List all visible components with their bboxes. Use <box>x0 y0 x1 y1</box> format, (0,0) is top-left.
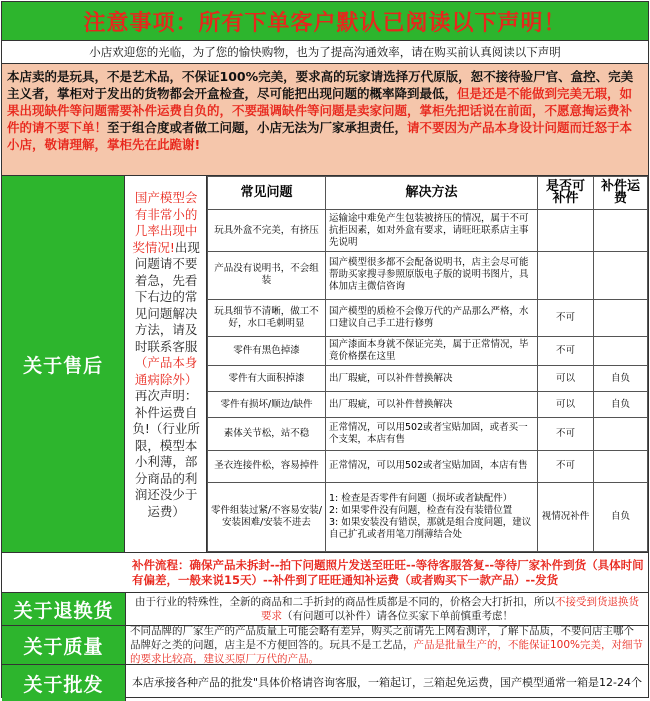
faq-shipping-cell: 自负 <box>594 366 648 392</box>
faq-row <box>208 210 648 252</box>
return-text2: （有问题可以补件）请各位买家下单前慎重考虑！ <box>282 610 513 622</box>
faq-replaceable-cell: 视情况补件 <box>538 482 594 551</box>
faq-solution-cell: 国产模型很多都不会配备说明书，店主会尽可能帮助买家搜寻参照原版电子版的说明书图片，具体加店主微信咨询 <box>326 252 538 299</box>
process-block <box>2 553 648 593</box>
faq-problem-cell: 玩具外盒不完美，有挤压 <box>208 210 326 252</box>
wholesale-text: 本店承接各种产品的批发"具体价格请咨询客服，一箱起订，三箱起免运费，国产模型通常一箱是12-24个 <box>131 676 643 689</box>
faq-replaceable-cell: 不可 <box>538 299 594 337</box>
faq-shipping-cell: 自负 <box>594 482 648 551</box>
notice-part4: 请不要因为产品本身设计问题而迁怒于本小店，敬请理解，掌柜先在此跪谢! <box>7 120 633 152</box>
side-note-text: 出现问题请不要着急，先看下右边的常见问题解决方法，请及时联系客服 <box>134 239 200 354</box>
faq-solution-cell: 国产模型的质检不会像万代的产品那么严格，水口建议自己手工进行修剪 <box>326 299 538 337</box>
wholesale-label: 关于批发 <box>2 665 126 701</box>
return-text-red: 不接受到货退换货要求 <box>261 596 639 622</box>
header-replaceable: 是否可补件 <box>538 177 594 210</box>
faq-row <box>208 299 648 337</box>
return-label: 关于退换货 <box>2 593 126 625</box>
quality-section <box>2 626 648 665</box>
notice-part2: 但是还是不能做到完美无瑕，如果出现缺件等问题需要补件运费自负的，不要强调缺件等问题是卖家问题，掌柜先把话说在前面，不愿意掏运费补件的请不要下单！ <box>7 86 633 135</box>
quality-label: 关于质量 <box>2 626 126 664</box>
return-content <box>126 593 648 625</box>
faq-shipping-cell <box>594 418 648 450</box>
return-section <box>2 593 648 626</box>
faq-problem-cell: 玩具细节不清晰，做工不好，水口毛刺明显 <box>208 299 326 337</box>
header-problem: 常见问题 <box>208 177 326 210</box>
wholesale-content <box>126 665 648 701</box>
faq-problem-cell: 零件有黑色掉漆 <box>208 337 326 366</box>
side-note-red2: （产品本身通病除外） <box>134 355 198 387</box>
process-label: 补件流程： <box>132 557 190 572</box>
faq-replaceable-cell: 不可 <box>538 418 594 450</box>
notice-part3: 至于组合度或者做工问题，小店无法为厂家承担责任， <box>107 120 408 135</box>
quality-content <box>126 626 648 664</box>
faq-row <box>208 366 648 392</box>
faq-shipping-cell <box>594 337 648 366</box>
faq-solution-cell: 出厂瑕疵，可以补件替换解决 <box>326 392 538 418</box>
faq-problem-cell: 零件有大面积掉漆 <box>208 366 326 392</box>
faq-body <box>208 210 648 552</box>
side-note-text2: 再次声明：补件运费自负!（行业所限，模型本小利薄，部分商品的利润还没少于运费） <box>132 388 200 519</box>
page <box>1 1 649 698</box>
after-sale-section <box>2 176 648 553</box>
faq-replaceable-cell <box>538 252 594 299</box>
faq-solution-cell: 正常情况，可以用502或者宝贴加固，或者买一个支架，本店有售 <box>326 418 538 450</box>
faq-replaceable-cell <box>538 210 594 252</box>
notice-block <box>2 64 648 176</box>
faq-table <box>207 176 648 552</box>
faq-solution-cell: 国产漆面本身就不保证完美，属于正常情况，毕竟价格摆在这里 <box>326 337 538 366</box>
faq-problem-cell: 素体关节松，站不稳 <box>208 418 326 450</box>
faq-row <box>208 450 648 482</box>
after-sale-side-note <box>125 176 207 552</box>
notice-part1: 本店卖的是玩具，不是艺术品，不保证100%完美，要求高的玩家请选择万代原版，恕不接待验尸官、盒控、完美主义者，掌柜对于发出的货物都会开盒检查，尽可能把出现问题的概率降到最低， <box>7 69 634 101</box>
faq-solution-cell: 1: 检查是否零件有问题（损坏或者缺配件） 2: 如果零件没有问题，检查有没有装错位置 3: 如果安装没有错误，那就是组合度问题，建议自己扩孔或者用笔刀削薄结合处 <box>326 482 538 551</box>
faq-row <box>208 392 648 418</box>
process-text: 确保产品未拆封--拍下问题照片发送至旺旺--等待客服答复--等待厂家补件到货（具体时间有偏差，一般来说15天）--补件到了旺旺通知补运费（或者购买下一款产品）--发货 <box>132 557 644 587</box>
faq-shipping-cell <box>594 252 648 299</box>
after-sale-label: 关于售后 <box>2 176 125 552</box>
faq-shipping-cell <box>594 450 648 482</box>
welcome-text: 小店欢迎您的光临，为了您的愉快购物，也为了提高沟通效率，请在购买前认真阅读以下声明 <box>2 41 648 64</box>
faq-row <box>208 418 648 450</box>
faq-replaceable-cell: 可以 <box>538 366 594 392</box>
faq-replaceable-cell: 不可 <box>538 337 594 366</box>
faq-solution-cell: 运输途中难免产生包装被挤压的情况，属于不可抗拒因素，如对外盒有要求，请旺旺联系店主事先说明 <box>326 210 538 252</box>
quality-text-red: 产品是批量生产的，不能保证100%完美，对细节的要求比较高，建议买原厂万代的产品。 <box>130 639 644 665</box>
faq-row <box>208 252 648 299</box>
quality-text1: 不同品牌的厂家生产的产品质量上可能会略有差异，购买之前请先上网看测评，了解下品质，不要问店主哪个品牌好之类的问题，店主是不方便回答的。玩具不是工艺品， <box>130 625 634 651</box>
faq-header-row <box>208 177 648 210</box>
faq-row <box>208 482 648 551</box>
faq-replaceable-cell: 不可 <box>538 450 594 482</box>
faq-problem-cell: 零件有损坏/顺边/缺件 <box>208 392 326 418</box>
wholesale-section <box>2 665 648 701</box>
faq-replaceable-cell: 可以 <box>538 392 594 418</box>
faq-problem-cell: 圣衣连接件松，容易掉件 <box>208 450 326 482</box>
side-note-red: 国产模型会有非常小的几率出现中奖情况! <box>132 190 198 255</box>
faq-shipping-cell <box>594 210 648 252</box>
header-solution: 解决方法 <box>326 177 538 210</box>
header-shipping: 补件运费 <box>594 177 648 210</box>
faq-problem-cell: 零件组装过紧/不容易安装/安装困难/安装不进去 <box>208 482 326 551</box>
faq-shipping-cell <box>594 299 648 337</box>
faq-row <box>208 337 648 366</box>
faq-shipping-cell: 自负 <box>594 392 648 418</box>
faq-solution-cell: 正常情况，可以用502或者宝贴加固，本店有售 <box>326 450 538 482</box>
faq-problem-cell: 产品没有说明书，不会组装 <box>208 252 326 299</box>
return-text1: 由于行业的特殊性，全新的商品和二手折封的商品性质都是不同的，价格会大打折扣，所以 <box>135 596 555 608</box>
page-title: 注意事项：所有下单客户默认已阅读以下声明！ <box>2 2 648 41</box>
faq-solution-cell: 出厂瑕疵，可以补件替换解决 <box>326 366 538 392</box>
